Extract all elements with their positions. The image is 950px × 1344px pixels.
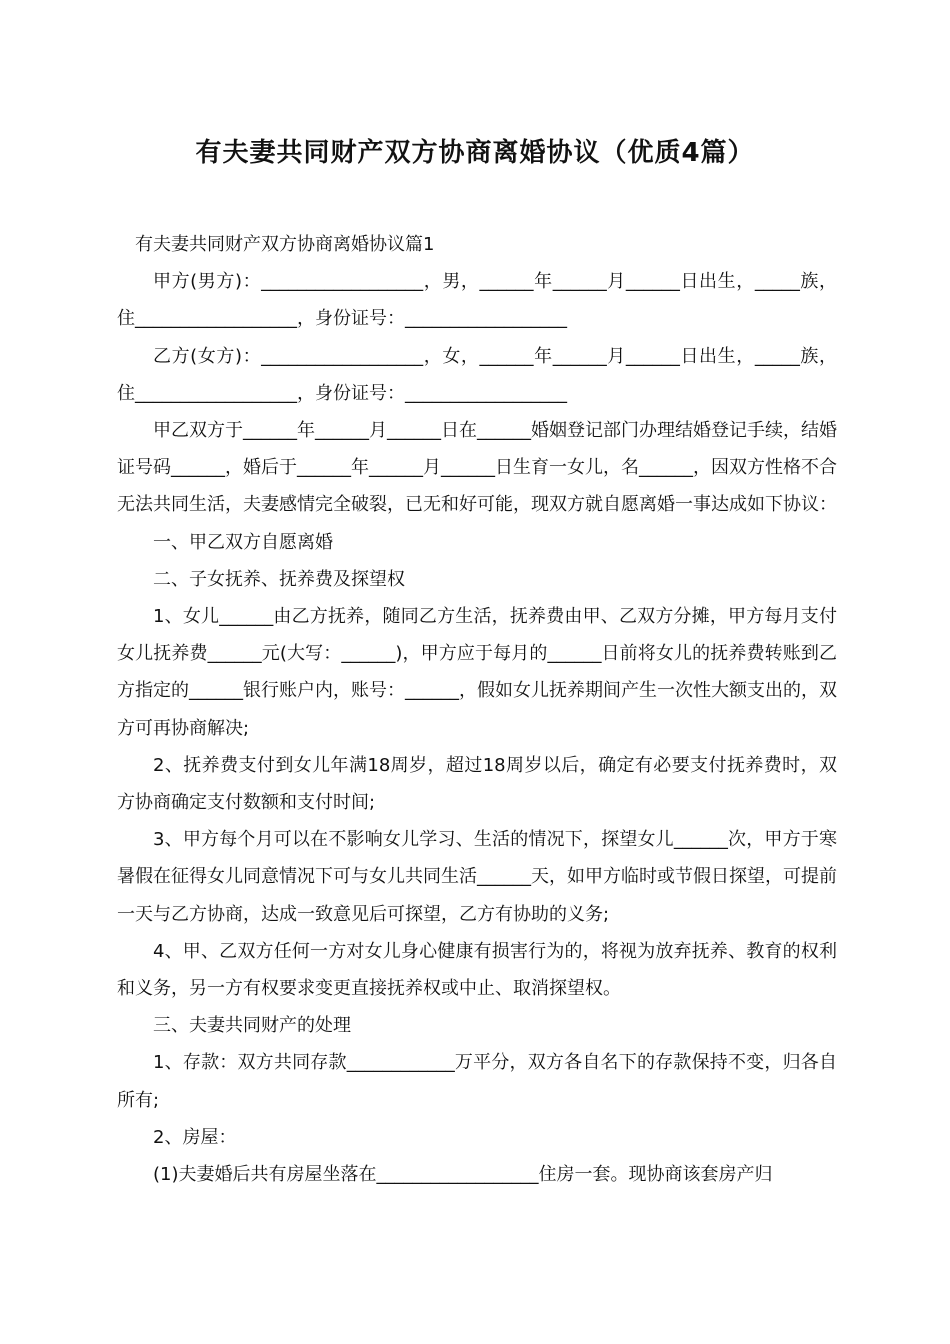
clause-2-item-1: 1、女儿______由乙方抚养，随同乙方生活，抚养费由甲、乙双方分摊，甲方每月支付女儿抚养费______元(大写：______)，甲方应于每月的______日前将女儿的抚养费转账到乙方指定的______银行账户内，账号：______，假如女儿抚养期间产生一次性大额支出的，双方可再协商解决; bbox=[117, 606, 837, 739]
document-title: 有夫妻共同财产双方协商离婚协议（优质4篇） bbox=[195, 138, 755, 168]
clause-2-item-2: 2、抚养费支付到女儿年满18周岁，超过18周岁以后，确定有必要支付抚养费时，双方协商确定支付数额和支付时间; bbox=[117, 754, 837, 814]
party-a-paragraph: 甲方(男方)：__________________，男，______年______月______日出生，_____族，住__________________，身份证号：__________________ bbox=[117, 271, 837, 330]
clause-2-item-4: 4、甲、乙双方任何一方对女儿身心健康有损害行为的，将视为放弃抚养、教育的权利和义务，另一方有权要求变更直接抚养权或中止、取消探望权。 bbox=[117, 940, 837, 1000]
party-b-paragraph: 乙方(女方)：__________________，女，______年______月______日出生，_____族，住__________________，身份证号：__________________ bbox=[117, 345, 837, 404]
clause-heading-2: 二、子女抚养、抚养费及探望权 bbox=[153, 568, 405, 590]
document-body bbox=[117, 226, 837, 1193]
clause-3-item-2: 2、房屋： bbox=[153, 1126, 237, 1148]
clause-heading-3: 三、夫妻共同财产的处理 bbox=[153, 1015, 351, 1037]
clause-heading-1: 一、甲乙双方自愿离婚 bbox=[153, 531, 333, 553]
marriage-info-paragraph: 甲乙双方于______年______月______日在______婚姻登记部门办理结婚登记手续，结婚证号码______，婚后于______年______月______日生育一女儿，名______，因双方性格不合无法共同生活，夫妻感情完全破裂，已无和好可能，现双方就自愿离婚一事达成如下协议： bbox=[117, 420, 837, 516]
clause-3-item-2-1: (1)夫妻婚后共有房屋坐落在__________________住房一套。现协商该套房产归 bbox=[153, 1164, 773, 1186]
clause-2-item-3: 3、甲方每个月可以在不影响女儿学习、生活的情况下，探望女儿______次，甲方于寒暑假在征得女儿同意情况下可与女儿共同生活______天，如甲方临时或节假日探望，可提前一天与乙方协商，达成一致意见后可探望，乙方有协助的义务; bbox=[117, 829, 837, 925]
clause-3-item-1: 1、存款：双方共同存款____________万平分，双方各自名下的存款保持不变，归各自所有; bbox=[117, 1052, 837, 1111]
section-heading: 有夫妻共同财产双方协商离婚协议篇1 bbox=[135, 234, 435, 255]
